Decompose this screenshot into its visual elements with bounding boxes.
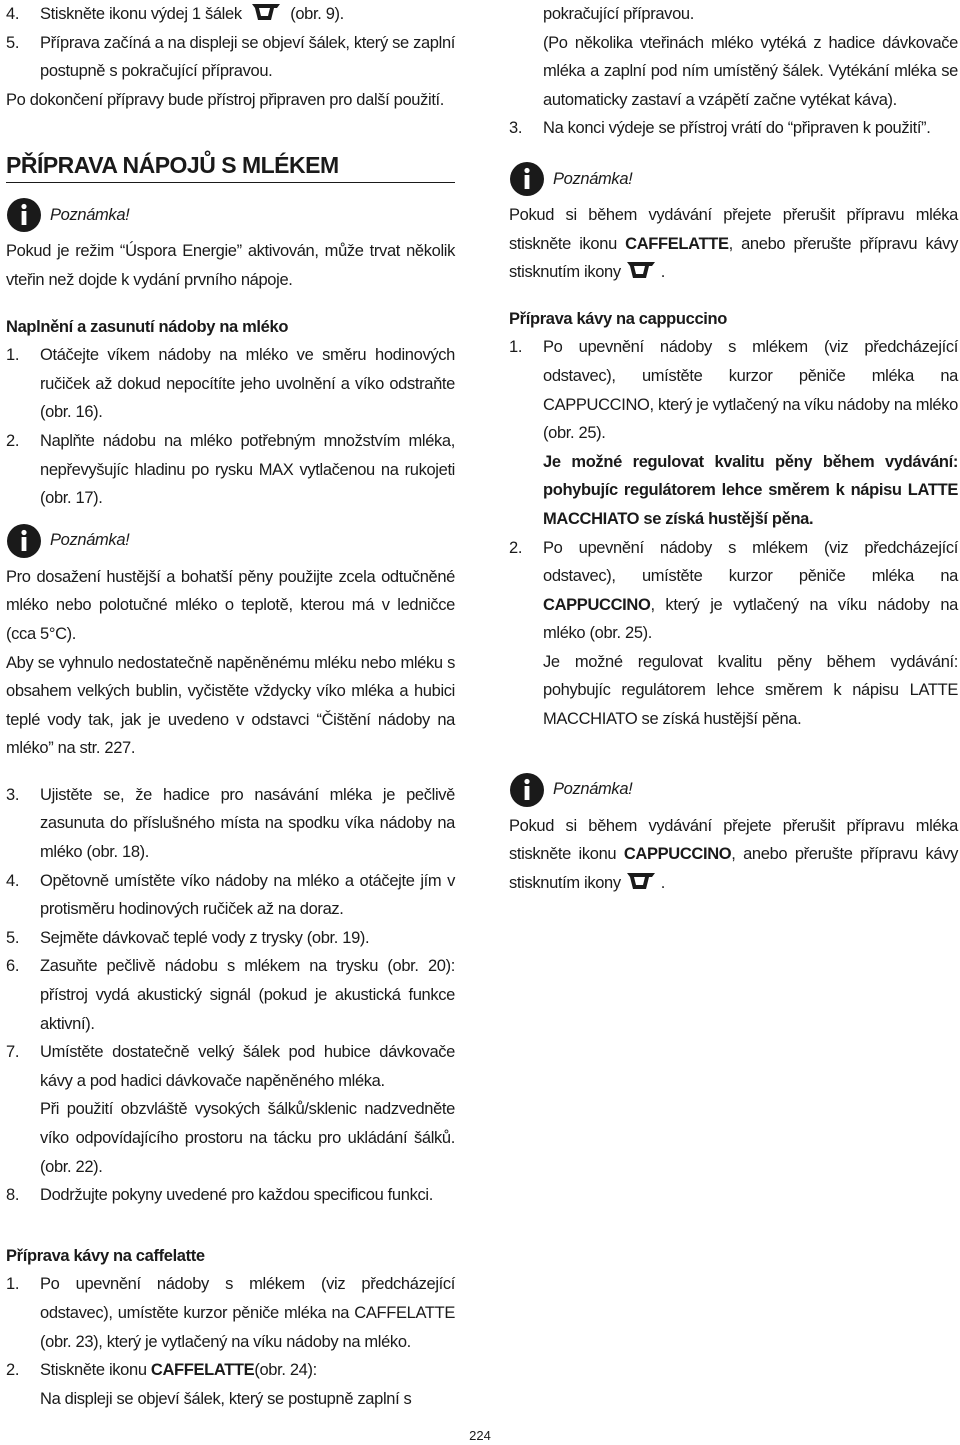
item-extra-text: Na displeji se objeví šálek, který se postupně zaplní s (40, 1389, 412, 1408)
item-number: 8. (6, 1186, 20, 1205)
paragraph: Po dokončení přípravy bude přístroj připraven pro další použití. (6, 90, 445, 109)
list-item (509, 114, 958, 143)
item-text: Ujistěte se, že hadice pro nasávání mléka je pečlivě zasunuta do příslušného místa na spodku víka nádoby na mléko (obr. 18). (40, 785, 455, 862)
list-item (6, 1181, 455, 1210)
item-number: 3. (6, 785, 20, 804)
item-number: 6. (6, 957, 20, 976)
note-block (6, 197, 455, 294)
right-column (509, 0, 958, 897)
item-number: 2. (509, 538, 523, 557)
bold-term: CAFFELATTE (625, 234, 729, 253)
list-item (6, 1038, 455, 1181)
list-item (6, 427, 455, 513)
cup-icon (625, 871, 657, 891)
item-text: Stiskněte ikonu (40, 1361, 151, 1380)
item-text: Stiskněte ikonu výdej 1 šálek (40, 5, 242, 23)
item-text: Umístěte dostatečně velký šálek pod hubice dávkovače kávy a pod hadici dávkovače napěněného mléka. (40, 1043, 455, 1090)
item-text: Po upevnění nádoby s mlékem (viz předcházející odstavec), umístěte kurzor pěniče mléka na CAFFELATTE (obr. 23), který je vytlačený na víku nádoby na mléko. (40, 1275, 455, 1351)
note-text: , anebo přerušte přípravu kávy stisknutím ikony (509, 234, 958, 282)
item-number: 3. (509, 119, 523, 138)
note-text: . (660, 873, 666, 892)
page-number: 224 (469, 1428, 491, 1443)
list-item (6, 781, 455, 867)
list-item (6, 341, 455, 427)
list-item (509, 534, 958, 734)
subheading: Příprava kávy na caffelatte (6, 1246, 205, 1265)
list-item (6, 924, 455, 953)
list-item (509, 333, 958, 533)
list-item (6, 952, 455, 1038)
list-item (6, 0, 455, 29)
item-text: Po upevnění nádoby s mlékem (viz předcházející odstavec), umístěte kurzor pěniče mléka na CAPPUCCINO, který je vytlačený na víku nádoby na mléko (obr. 25). (543, 338, 958, 443)
section-title: PŘÍPRAVA NÁPOJŮ S MLÉKEM (6, 152, 455, 183)
note-label: Poznámka! (553, 780, 633, 799)
item-number: 1. (6, 1275, 20, 1294)
info-icon (6, 523, 42, 559)
paragraph: pokračující přípravou. (543, 5, 694, 23)
item-bold-text: Je možné regulovat kvalitu pěny během vydávání: pohybujíc regulátorem lehce směrem k nápisu LATTE MACCHIATO se získá hustější pěna. (543, 452, 958, 528)
item-text: Dodržujte pokyny uvedené pro každou specificou funkci. (40, 1186, 433, 1205)
item-text: Naplňte nádobu na mléko potřebným množstvím mléka, nepřevyšujíc hladinu po rysku MAX vytlačenou na rukojeti (obr. 17). (40, 431, 455, 508)
bold-term: CAPPUCCINO (543, 595, 651, 614)
note-label: Poznámka! (50, 531, 130, 550)
item-number: 1. (509, 338, 523, 357)
item-text: Zasuňte pečlivě nádobu s mlékem na trysku (obr. 20): přístroj vydá akustický signál (pokud je akustická funkce aktivní). (40, 957, 455, 1033)
subheading: Naplnění a zasunutí nádoby na mléko (6, 317, 289, 336)
note-text: Aby se vyhnulo nedostatečně napěněnému mléku nebo mléku s obsahem velkých bublin, vyčistěte vždycky víko mléka a hubici teplé vody tak, jak je uvedeno v odstavci “Čištění nádoby na mléko” na str. 227. (6, 653, 455, 758)
item-number: 1. (6, 346, 20, 365)
item-text: Opětovně umístěte víko nádoby na mléko a otáčejte jím v protisměru hodinových ručiček až na doraz. (40, 871, 455, 919)
left-column (6, 0, 455, 1413)
note-block (509, 161, 958, 287)
item-number: 5. (6, 928, 20, 947)
item-number: 4. (6, 871, 20, 890)
item-text: Po upevnění nádoby s mlékem (viz předcházející odstavec), umístěte kurzor pěniče mléka na (543, 538, 958, 586)
info-icon (509, 772, 545, 808)
list-item (6, 1270, 455, 1356)
note-text: . (660, 263, 666, 282)
cup-icon (250, 2, 282, 22)
note-block (509, 772, 958, 898)
list-item (6, 29, 455, 86)
list-item (6, 867, 455, 924)
item-text: Sejměte dávkovač teplé vody z trysky (obr. 19). (40, 928, 370, 947)
bold-term: CAFFELATTE (150, 1361, 255, 1380)
subheading: Příprava kávy na cappuccino (509, 309, 727, 328)
note-label: Poznámka! (553, 169, 633, 188)
info-icon (6, 197, 42, 233)
note-text: , anebo přerušte přípravu kávy stisknutím ikony (509, 845, 958, 892)
item-extra-text: Je možné regulovat kvalitu pěny během vydávání: pohybujíc regulátorem lehce směrem k nápisu LATTE MACCHIATO se získá hustější pěna. (543, 652, 958, 729)
item-text: (obr. 24): (254, 1361, 317, 1380)
paragraph: (Po několika vteřinách mléko vytéká z hadice dávkovače mléka a zaplní pod ním umístěný šálek. Vytékání mléka se automaticky zastaví a vzápětí začne vytékat káva). (543, 33, 958, 109)
list-item (6, 1356, 455, 1413)
item-number: 4. (6, 5, 20, 23)
item-extra-text: Při použití obzvláště vysokých šálků/sklenic nadzvedněte víko odpovídajícího prostoru na tácku pro ukládání šálků. (obr. 22). (40, 1100, 455, 1176)
info-icon (509, 161, 545, 197)
note-block (6, 523, 455, 763)
note-text: Pro dosažení hustější a bohatší pěny použijte zcela odtučněné mléko nebo polotučné mléko o teplotě, kterou má v ledničce (cca 5°C). (6, 567, 455, 643)
item-number: 2. (6, 1361, 20, 1380)
item-text: , který je vytlačený na víku nádoby na mléko (obr. 25). (543, 595, 958, 643)
item-text: Příprava začíná a na displeji se objeví šálek, který se zaplní postupně s pokračující přípravou. (40, 33, 455, 81)
note-text: Pokud si během vydávání přejete přerušit přípravu mléka stiskněte ikonu (509, 205, 958, 253)
bold-term: CAPPUCCINO (623, 845, 732, 864)
item-text: Na konci výdeje se přístroj vrátí do “připraven k použití”. (543, 119, 931, 138)
note-text: Pokud je režim “Úspora Energie” aktivován, může trvat několik vteřin než dojde k vydání prvního nápoje. (6, 242, 455, 289)
item-number: 5. (6, 33, 20, 52)
item-number: 7. (6, 1043, 20, 1062)
item-text: (obr. 9). (290, 5, 344, 23)
item-number: 2. (6, 431, 20, 450)
note-text: Pokud si během vydávání přejete přerušit přípravu mléka stiskněte ikonu (509, 816, 958, 864)
note-label: Poznámka! (50, 206, 130, 225)
item-text: Otáčejte víkem nádoby na mléko ve směru hodinových ručiček až dokud nepocítíte jeho uvolnění a víko odstraňte (obr. 16). (40, 346, 455, 422)
cup-icon (625, 260, 657, 280)
